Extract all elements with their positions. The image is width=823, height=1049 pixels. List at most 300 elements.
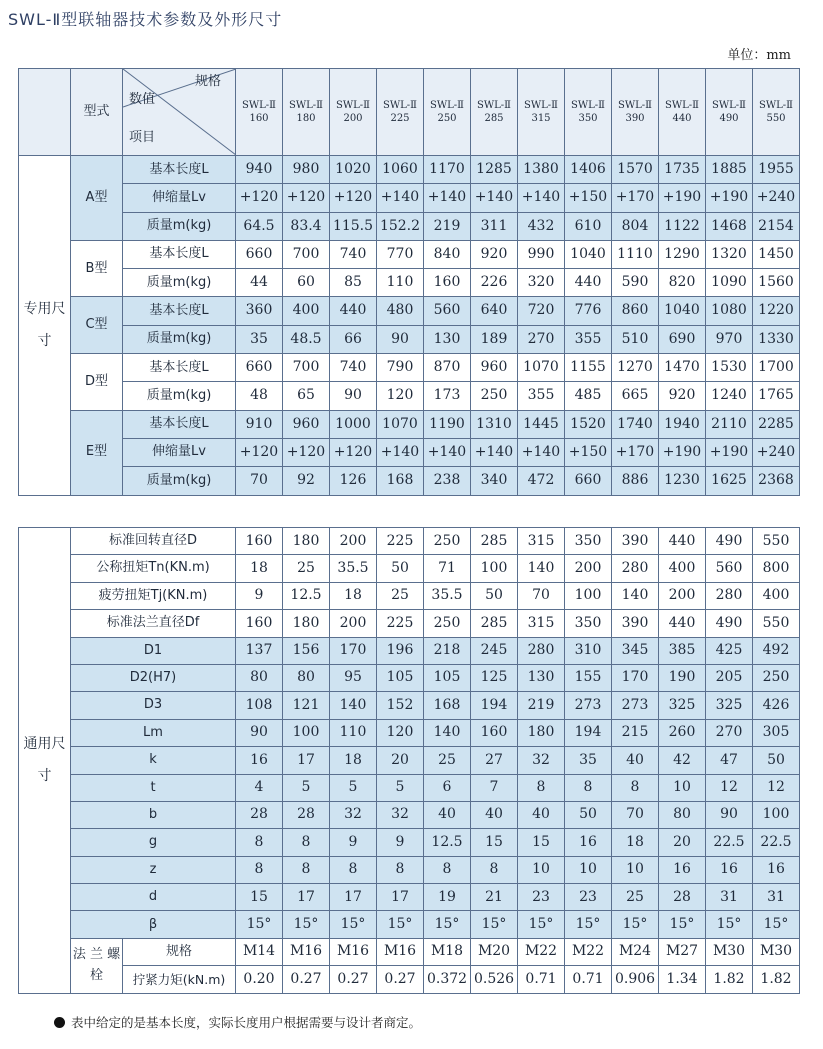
value-cell: 1020 xyxy=(330,156,377,184)
value-cell: 15° xyxy=(283,911,330,938)
table-row xyxy=(19,467,800,495)
value-cell: 8 xyxy=(377,856,424,883)
value-cell: +140 xyxy=(377,184,424,212)
value-cell: 1560 xyxy=(753,269,800,297)
value-cell: 100 xyxy=(283,719,330,746)
value-cell: 0.71 xyxy=(565,966,612,993)
value-cell: 550 xyxy=(753,528,800,555)
value-cell: 80 xyxy=(236,664,283,691)
value-cell: 1170 xyxy=(424,156,471,184)
value-cell: 270 xyxy=(518,325,565,353)
value-cell: 390 xyxy=(612,610,659,637)
value-cell: 225 xyxy=(377,528,424,555)
value-cell: 2368 xyxy=(753,467,800,495)
row-label: 质量m(kg) xyxy=(123,269,236,297)
table-row xyxy=(19,240,800,268)
header-row xyxy=(19,69,800,156)
value-cell: 108 xyxy=(236,692,283,719)
value-cell: 700 xyxy=(283,240,330,268)
value-cell: 400 xyxy=(283,297,330,325)
value-cell: 23 xyxy=(565,884,612,911)
model-header: SWL-Ⅱ 550 xyxy=(753,69,800,156)
value-cell: 1330 xyxy=(753,325,800,353)
value-cell: 886 xyxy=(612,467,659,495)
value-cell: 1155 xyxy=(565,354,612,382)
value-cell: 325 xyxy=(659,692,706,719)
model-header: SWL-Ⅱ 315 xyxy=(518,69,565,156)
value-cell: 168 xyxy=(377,467,424,495)
value-cell: 17 xyxy=(283,747,330,774)
value-cell: 8 xyxy=(283,829,330,856)
value-cell: 15° xyxy=(753,911,800,938)
value-cell: 1885 xyxy=(706,156,753,184)
value-cell: 35 xyxy=(236,325,283,353)
value-cell: 25 xyxy=(424,747,471,774)
value-cell: 490 xyxy=(706,528,753,555)
value-cell: 426 xyxy=(753,692,800,719)
value-cell: 1.82 xyxy=(706,966,753,993)
row-label: D1 xyxy=(71,637,236,664)
value-cell: +240 xyxy=(753,438,800,466)
value-cell: 0.372 xyxy=(424,966,471,993)
value-cell: 1060 xyxy=(377,156,424,184)
value-cell: 8 xyxy=(471,856,518,883)
value-cell: +140 xyxy=(377,438,424,466)
table-row xyxy=(19,747,800,774)
value-cell: 660 xyxy=(565,467,612,495)
value-cell: 640 xyxy=(471,297,518,325)
value-cell: 1735 xyxy=(659,156,706,184)
value-cell: 65 xyxy=(283,382,330,410)
value-cell: 160 xyxy=(236,528,283,555)
value-cell: 285 xyxy=(471,610,518,637)
value-cell: 425 xyxy=(706,637,753,664)
value-cell: 200 xyxy=(330,528,377,555)
value-cell: 50 xyxy=(471,582,518,609)
value-cell: 205 xyxy=(706,664,753,691)
value-cell: 1240 xyxy=(706,382,753,410)
table-row xyxy=(19,297,800,325)
value-cell: 180 xyxy=(283,610,330,637)
value-cell: 860 xyxy=(612,297,659,325)
value-cell: 1380 xyxy=(518,156,565,184)
value-cell: 215 xyxy=(612,719,659,746)
header-diagonal-cell xyxy=(123,69,236,156)
value-cell: 1122 xyxy=(659,212,706,240)
value-cell: 105 xyxy=(377,664,424,691)
value-cell: 100 xyxy=(471,555,518,582)
bolt-group-label: 法 兰 螺 栓 xyxy=(71,938,123,993)
model-header: SWL-Ⅱ 200 xyxy=(330,69,377,156)
value-cell: 690 xyxy=(659,325,706,353)
value-cell: +140 xyxy=(424,438,471,466)
table-row xyxy=(19,856,800,883)
table-row xyxy=(19,637,800,664)
value-cell: 1110 xyxy=(612,240,659,268)
value-cell: 1320 xyxy=(706,240,753,268)
value-cell: 16 xyxy=(753,856,800,883)
table-row xyxy=(19,555,800,582)
category-special: 专用尺寸 xyxy=(19,156,71,496)
value-cell: 245 xyxy=(471,637,518,664)
value-cell: 19 xyxy=(424,884,471,911)
row-label: 基本长度L xyxy=(123,410,236,438)
value-cell: 311 xyxy=(471,212,518,240)
value-cell: 80 xyxy=(283,664,330,691)
model-type-label: D型 xyxy=(71,354,123,411)
value-cell: +120 xyxy=(330,184,377,212)
value-cell: 280 xyxy=(706,582,753,609)
value-cell: 1955 xyxy=(753,156,800,184)
value-cell: 15° xyxy=(236,911,283,938)
value-cell: 140 xyxy=(424,719,471,746)
value-cell: 32 xyxy=(377,801,424,828)
value-cell: 740 xyxy=(330,240,377,268)
value-cell: 273 xyxy=(565,692,612,719)
value-cell: 1080 xyxy=(706,297,753,325)
value-cell: 130 xyxy=(518,664,565,691)
value-cell: 910 xyxy=(236,410,283,438)
value-cell: 120 xyxy=(377,382,424,410)
value-cell: 1765 xyxy=(753,382,800,410)
value-cell: 8 xyxy=(330,856,377,883)
value-cell: 152 xyxy=(377,692,424,719)
value-cell: 440 xyxy=(659,528,706,555)
row-label: 基本长度L xyxy=(123,297,236,325)
table-row xyxy=(19,610,800,637)
row-label: 基本长度L xyxy=(123,240,236,268)
value-cell: 15° xyxy=(706,911,753,938)
value-cell: 15° xyxy=(377,911,424,938)
value-cell: 510 xyxy=(612,325,659,353)
value-cell: 492 xyxy=(753,637,800,664)
value-cell: 15° xyxy=(612,911,659,938)
value-cell: 610 xyxy=(565,212,612,240)
footnote-text: 表中给定的是基本长度，实际长度用户根据需要与设计者商定。 xyxy=(71,1015,422,1030)
value-cell: 1090 xyxy=(706,269,753,297)
value-cell: 160 xyxy=(236,610,283,637)
value-cell: 432 xyxy=(518,212,565,240)
table-row xyxy=(19,938,800,965)
value-cell: 180 xyxy=(518,719,565,746)
model-type-label: A型 xyxy=(71,156,123,241)
value-cell: 125 xyxy=(471,664,518,691)
value-cell: 1406 xyxy=(565,156,612,184)
value-cell: 1.82 xyxy=(753,966,800,993)
value-cell: 22.5 xyxy=(706,829,753,856)
header-value: 数值 xyxy=(129,92,156,107)
value-cell: 970 xyxy=(706,325,753,353)
value-cell: 440 xyxy=(565,269,612,297)
value-cell: 35 xyxy=(565,747,612,774)
value-cell: 105 xyxy=(424,664,471,691)
value-cell: 40 xyxy=(424,801,471,828)
value-cell: 31 xyxy=(706,884,753,911)
row-label: 质量m(kg) xyxy=(123,467,236,495)
value-cell: 31 xyxy=(753,884,800,911)
value-cell: 0.71 xyxy=(518,966,565,993)
table-row xyxy=(19,184,800,212)
row-label: 标准回转直径D xyxy=(71,528,236,555)
value-cell: 130 xyxy=(424,325,471,353)
value-cell: +150 xyxy=(565,438,612,466)
value-cell: 15 xyxy=(518,829,565,856)
value-cell: 18 xyxy=(330,582,377,609)
value-cell: 219 xyxy=(424,212,471,240)
value-cell: 18 xyxy=(612,829,659,856)
value-cell: 800 xyxy=(753,555,800,582)
value-cell: 95 xyxy=(330,664,377,691)
special-dimensions-table xyxy=(18,68,800,496)
value-cell: 8 xyxy=(236,829,283,856)
value-cell: 218 xyxy=(424,637,471,664)
value-cell: 17 xyxy=(330,884,377,911)
value-cell: 790 xyxy=(377,354,424,382)
value-cell: 1220 xyxy=(753,297,800,325)
value-cell: 42 xyxy=(659,747,706,774)
model-header: SWL-Ⅱ 160 xyxy=(236,69,283,156)
value-cell: 305 xyxy=(753,719,800,746)
row-label: 疲劳扭矩Tj(KN.m) xyxy=(71,582,236,609)
row-label: β xyxy=(71,911,236,938)
value-cell: 1070 xyxy=(518,354,565,382)
value-cell: 320 xyxy=(518,269,565,297)
row-label: Lm xyxy=(71,719,236,746)
table-row xyxy=(19,156,800,184)
value-cell: 8 xyxy=(565,774,612,801)
value-cell: 219 xyxy=(518,692,565,719)
value-cell: 472 xyxy=(518,467,565,495)
value-cell: 173 xyxy=(424,382,471,410)
value-cell: 355 xyxy=(565,325,612,353)
value-cell: 170 xyxy=(612,664,659,691)
value-cell: 1.34 xyxy=(659,966,706,993)
model-header: SWL-Ⅱ 225 xyxy=(377,69,424,156)
value-cell: 870 xyxy=(424,354,471,382)
value-cell: 28 xyxy=(659,884,706,911)
value-cell: 325 xyxy=(706,692,753,719)
value-cell: 10 xyxy=(612,856,659,883)
model-header: SWL-Ⅱ 180 xyxy=(283,69,330,156)
value-cell: 740 xyxy=(330,354,377,382)
value-cell: 83.4 xyxy=(283,212,330,240)
value-cell: 1740 xyxy=(612,410,659,438)
value-cell: 485 xyxy=(565,382,612,410)
value-cell: 35.5 xyxy=(424,582,471,609)
value-cell: 8 xyxy=(612,774,659,801)
value-cell: 9 xyxy=(330,829,377,856)
value-cell: 10 xyxy=(518,856,565,883)
value-cell: 48.5 xyxy=(283,325,330,353)
value-cell: 804 xyxy=(612,212,659,240)
value-cell: 260 xyxy=(659,719,706,746)
value-cell: 32 xyxy=(330,801,377,828)
row-label: 伸缩量Lv xyxy=(123,184,236,212)
value-cell: 400 xyxy=(659,555,706,582)
value-cell: 47 xyxy=(706,747,753,774)
header-blank xyxy=(19,69,71,156)
value-cell: 250 xyxy=(424,610,471,637)
value-cell: 990 xyxy=(518,240,565,268)
value-cell: 560 xyxy=(424,297,471,325)
value-cell: 16 xyxy=(565,829,612,856)
row-label: z xyxy=(71,856,236,883)
value-cell: 71 xyxy=(424,555,471,582)
table-row xyxy=(19,966,800,993)
value-cell: 15 xyxy=(236,884,283,911)
value-cell: M30 xyxy=(753,938,800,965)
value-cell: 16 xyxy=(659,856,706,883)
value-cell: 6 xyxy=(424,774,471,801)
value-cell: 273 xyxy=(612,692,659,719)
value-cell: +170 xyxy=(612,184,659,212)
model-header: SWL-Ⅱ 440 xyxy=(659,69,706,156)
value-cell: 980 xyxy=(283,156,330,184)
table-row xyxy=(19,884,800,911)
value-cell: M24 xyxy=(612,938,659,965)
value-cell: 940 xyxy=(236,156,283,184)
value-cell: 35.5 xyxy=(330,555,377,582)
value-cell: 1040 xyxy=(659,297,706,325)
value-cell: 4 xyxy=(236,774,283,801)
value-cell: 2110 xyxy=(706,410,753,438)
value-cell: 28 xyxy=(236,801,283,828)
category-general: 通用尺寸 xyxy=(19,528,71,994)
row-label: 公称扭矩Tn(KN.m) xyxy=(71,555,236,582)
value-cell: 20 xyxy=(659,829,706,856)
value-cell: 27 xyxy=(471,747,518,774)
value-cell: 920 xyxy=(471,240,518,268)
value-cell: 180 xyxy=(283,528,330,555)
value-cell: 50 xyxy=(377,555,424,582)
value-cell: 200 xyxy=(330,610,377,637)
value-cell: 1530 xyxy=(706,354,753,382)
row-label: 质量m(kg) xyxy=(123,325,236,353)
value-cell: 1625 xyxy=(706,467,753,495)
value-cell: 250 xyxy=(753,664,800,691)
table-row xyxy=(19,911,800,938)
value-cell: 121 xyxy=(283,692,330,719)
value-cell: +140 xyxy=(424,184,471,212)
value-cell: 40 xyxy=(471,801,518,828)
value-cell: 168 xyxy=(424,692,471,719)
value-cell: 1450 xyxy=(753,240,800,268)
table-row xyxy=(19,801,800,828)
value-cell: 85 xyxy=(330,269,377,297)
value-cell: 194 xyxy=(471,692,518,719)
value-cell: +190 xyxy=(706,438,753,466)
value-cell: 50 xyxy=(753,747,800,774)
value-cell: 12.5 xyxy=(283,582,330,609)
row-label: 质量m(kg) xyxy=(123,212,236,240)
value-cell: 12.5 xyxy=(424,829,471,856)
value-cell: 70 xyxy=(236,467,283,495)
value-cell: +170 xyxy=(612,438,659,466)
row-label: k xyxy=(71,747,236,774)
value-cell: 25 xyxy=(377,582,424,609)
value-cell: 2154 xyxy=(753,212,800,240)
table-row xyxy=(19,719,800,746)
value-cell: 350 xyxy=(565,528,612,555)
value-cell: 126 xyxy=(330,467,377,495)
value-cell: M14 xyxy=(236,938,283,965)
table-row xyxy=(19,325,800,353)
value-cell: 490 xyxy=(706,610,753,637)
value-cell: 315 xyxy=(518,610,565,637)
value-cell: 25 xyxy=(612,884,659,911)
value-cell: 22.5 xyxy=(753,829,800,856)
value-cell: 189 xyxy=(471,325,518,353)
row-label: 拧紧力矩(kN.m) xyxy=(123,966,236,993)
value-cell: M16 xyxy=(283,938,330,965)
row-label: t xyxy=(71,774,236,801)
value-cell: 8 xyxy=(236,856,283,883)
value-cell: 1940 xyxy=(659,410,706,438)
value-cell: 360 xyxy=(236,297,283,325)
model-type-label: E型 xyxy=(71,410,123,495)
value-cell: 770 xyxy=(377,240,424,268)
value-cell: +120 xyxy=(283,184,330,212)
value-cell: 90 xyxy=(706,801,753,828)
value-cell: 140 xyxy=(330,692,377,719)
value-cell: 16 xyxy=(236,747,283,774)
value-cell: 17 xyxy=(283,884,330,911)
value-cell: +120 xyxy=(236,438,283,466)
row-label: 规格 xyxy=(123,938,236,965)
value-cell: 120 xyxy=(377,719,424,746)
value-cell: 660 xyxy=(236,240,283,268)
value-cell: +150 xyxy=(565,184,612,212)
value-cell: 1230 xyxy=(659,467,706,495)
table-row xyxy=(19,212,800,240)
value-cell: 840 xyxy=(424,240,471,268)
value-cell: 15 xyxy=(471,829,518,856)
value-cell: 310 xyxy=(565,637,612,664)
table-row xyxy=(19,582,800,609)
table-row xyxy=(19,774,800,801)
value-cell: 345 xyxy=(612,637,659,664)
value-cell: M22 xyxy=(565,938,612,965)
value-cell: 155 xyxy=(565,664,612,691)
value-cell: 776 xyxy=(565,297,612,325)
value-cell: 7 xyxy=(471,774,518,801)
value-cell: 0.526 xyxy=(471,966,518,993)
value-cell: 820 xyxy=(659,269,706,297)
value-cell: 5 xyxy=(330,774,377,801)
value-cell: 44 xyxy=(236,269,283,297)
table-row xyxy=(19,829,800,856)
value-cell: 250 xyxy=(471,382,518,410)
value-cell: 196 xyxy=(377,637,424,664)
value-cell: 16 xyxy=(706,856,753,883)
value-cell: 8 xyxy=(424,856,471,883)
value-cell: +190 xyxy=(706,184,753,212)
bullet-icon xyxy=(54,1017,65,1028)
value-cell: 64.5 xyxy=(236,212,283,240)
value-cell: 21 xyxy=(471,884,518,911)
value-cell: 1270 xyxy=(612,354,659,382)
value-cell: 10 xyxy=(565,856,612,883)
value-cell: 140 xyxy=(518,555,565,582)
value-cell: 238 xyxy=(424,467,471,495)
value-cell: 1070 xyxy=(377,410,424,438)
value-cell: 15° xyxy=(565,911,612,938)
value-cell: 140 xyxy=(612,582,659,609)
model-header: SWL-Ⅱ 250 xyxy=(424,69,471,156)
value-cell: M16 xyxy=(377,938,424,965)
value-cell: 9 xyxy=(377,829,424,856)
value-cell: 665 xyxy=(612,382,659,410)
